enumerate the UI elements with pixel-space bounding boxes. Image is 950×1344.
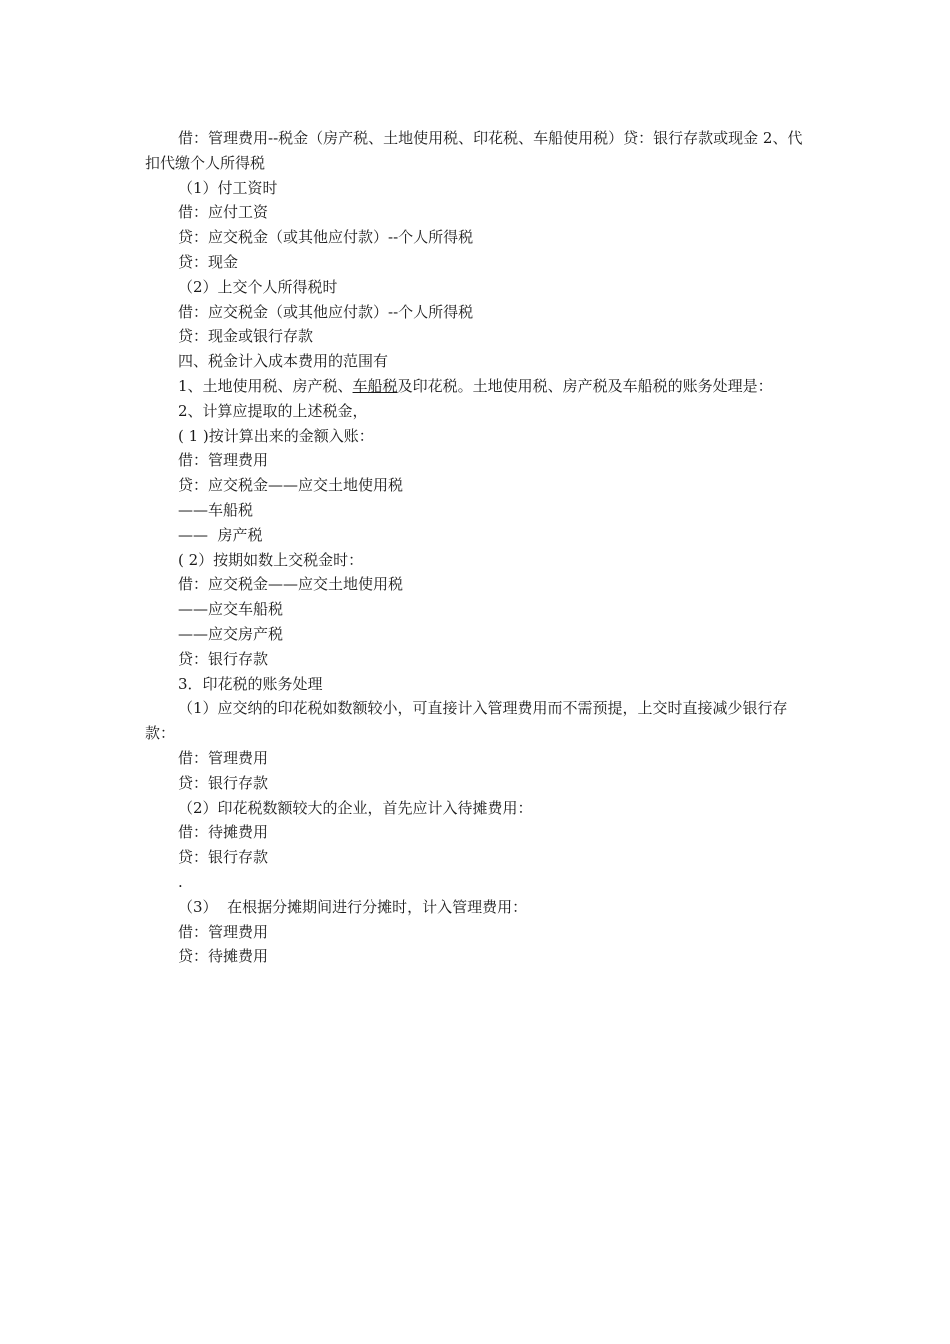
paragraph: 贷：银行存款 <box>178 848 269 867</box>
paragraph: 贷：银行存款 <box>178 649 269 668</box>
paragraph: —— 房产税 <box>178 525 263 544</box>
paragraph: （2）印花税数额较大的企业，首先应计入待摊费用： <box>178 798 533 817</box>
paragraph: 贷：应交税金——应交土地使用税 <box>178 476 404 495</box>
paragraph: 贷：现金 <box>178 252 239 271</box>
paragraph: ( 1 )按计算出来的金额入账： <box>178 426 374 445</box>
paragraph: 贷：银行存款 <box>178 773 269 792</box>
text-run: 1、土地使用税、房产税、 <box>178 376 353 395</box>
paragraph: 借：管理费用 <box>178 748 269 767</box>
text-run: 及印花税。土地使用税、房产税及车船税的账务处理是： <box>397 376 773 395</box>
paragraph: 借：应交税金（或其他应付款）--个人所得税 <box>178 302 474 321</box>
paragraph: ——应交房产税 <box>178 624 284 643</box>
paragraph: （3） 在根据分摊期间进行分摊时，计入管理费用： <box>178 897 528 916</box>
paragraph: 贷：应交税金（或其他应付款）--个人所得税 <box>178 228 474 247</box>
document-body <box>145 126 810 969</box>
paragraph: 借：待摊费用 <box>178 823 269 842</box>
paragraph: 借：管理费用--税金（房产税、土地使用税、印花税、车船使用税）贷：银行存款或现金 2、代扣代缴个人所得税 <box>145 129 803 172</box>
paragraph: ——应交车船税 <box>178 600 284 619</box>
paragraph: 借：管理费用 <box>178 451 269 470</box>
paragraph: 借：应付工资 <box>178 203 269 222</box>
paragraph: 3．印花税的账务处理 <box>178 674 323 693</box>
underlined-link-text[interactable]: 车船税 <box>352 376 398 395</box>
paragraph: （2）上交个人所得税时 <box>178 277 338 296</box>
paragraph: ——车船税 <box>178 500 254 519</box>
paragraph: 贷：现金或银行存款 <box>178 327 314 346</box>
section-heading: 四、税金计入成本费用的范围有 <box>178 352 389 371</box>
paragraph: 借：应交税金——应交土地使用税 <box>178 575 404 594</box>
paragraph: . <box>178 872 183 891</box>
paragraph: 借：管理费用 <box>178 922 269 941</box>
paragraph <box>145 374 810 399</box>
paragraph: 2、计算应提取的上述税金， <box>178 401 368 420</box>
paragraph: ( 2）按期如数上交税金时： <box>178 550 364 569</box>
paragraph: （1）应交纳的印花税如数额较小，可直接计入管理费用而不需预提，上交时直接减少银行存款： <box>145 699 788 743</box>
paragraph: （1）付工资时 <box>178 178 278 197</box>
paragraph: 贷：待摊费用 <box>178 947 269 966</box>
